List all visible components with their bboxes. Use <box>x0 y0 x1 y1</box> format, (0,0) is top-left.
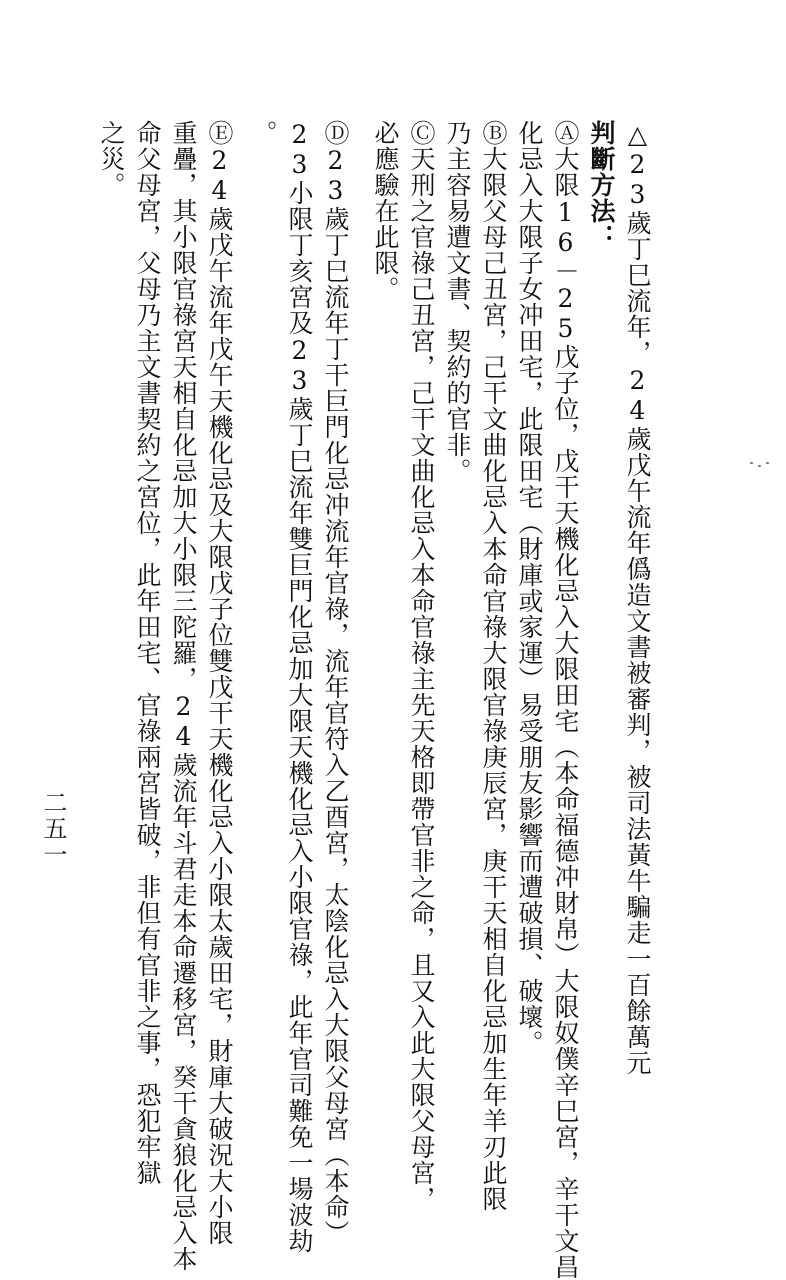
scan-speck <box>758 465 761 467</box>
text-column-item-d-3: 。 <box>249 120 278 146</box>
text-column-item-e-2: 重疊，其小限官祿宮天相自化忌加大小限三陀羅，24歲流年斗君走本命遷移宮，癸干貪狼化忌入本 <box>169 120 198 1272</box>
text-column-item-a-2: 化忌入大限子女冲田宅，此限田宅（財庫或家運）易受朋友影響而遭破損、破壞。 <box>515 120 544 1056</box>
scan-speck <box>766 462 769 464</box>
page-number: 二五一 <box>39 790 67 868</box>
text-column-item-c-1: Ⓒ天刑之官祿己丑宮，己干文曲化忌入本命官祿主先天格即帶官非之命，且又入此大限父母宮， <box>407 120 436 1212</box>
text-column-item-e-1: Ⓔ24歲戊午流年戊午天機化忌及大限戊子位雙戊干天機化忌入小限太歲田宅，財庫大破況大小限 <box>205 120 234 1246</box>
scan-speck <box>750 462 753 464</box>
text-column-item-e-3: 命父母宮，父母乃主文書契約之宮位，此年田宅、官祿兩宮皆破，非但有官非之事，恐犯牢獄 <box>133 120 162 1186</box>
text-column-item-b-2: 乃主容易遭文書、契約的官非。 <box>443 120 472 484</box>
text-column-intro: △23歲丁巳流年，24歲戊午流年僞造文書被審判，被司法黃牛騙走一百餘萬元 <box>623 120 652 1076</box>
text-column-item-e-4: 之災。 <box>97 120 126 198</box>
text-column-item-d-1: Ⓓ23歲丁巳流年丁干巨門化忌冲流年官祿，流年官符入乙酉宮，太陰化忌入大限父母宮（本命） <box>321 120 350 1246</box>
text-column-item-b-1: Ⓑ大限父母己丑宮，己干文曲化忌入本命官祿大限官祿庚辰宮，庚干天相自化忌加生年羊刃此限 <box>479 120 508 1212</box>
text-column-item-c-2: 必應驗在此限。 <box>371 120 400 302</box>
text-column-item-d-2: 23小限丁亥宮及23歲丁巳流年雙巨門化忌加大限天機化忌入小限官祿，此年官司難免一場波劫 <box>285 120 314 1254</box>
text-column-item-a-1: Ⓐ大限16－25戊子位，戊干天機化忌入大限田宅（本命福德冲財帛）大限奴僕辛巳宮，辛干文昌 <box>551 120 580 1280</box>
section-heading-method: 判斷方法： <box>587 120 616 250</box>
